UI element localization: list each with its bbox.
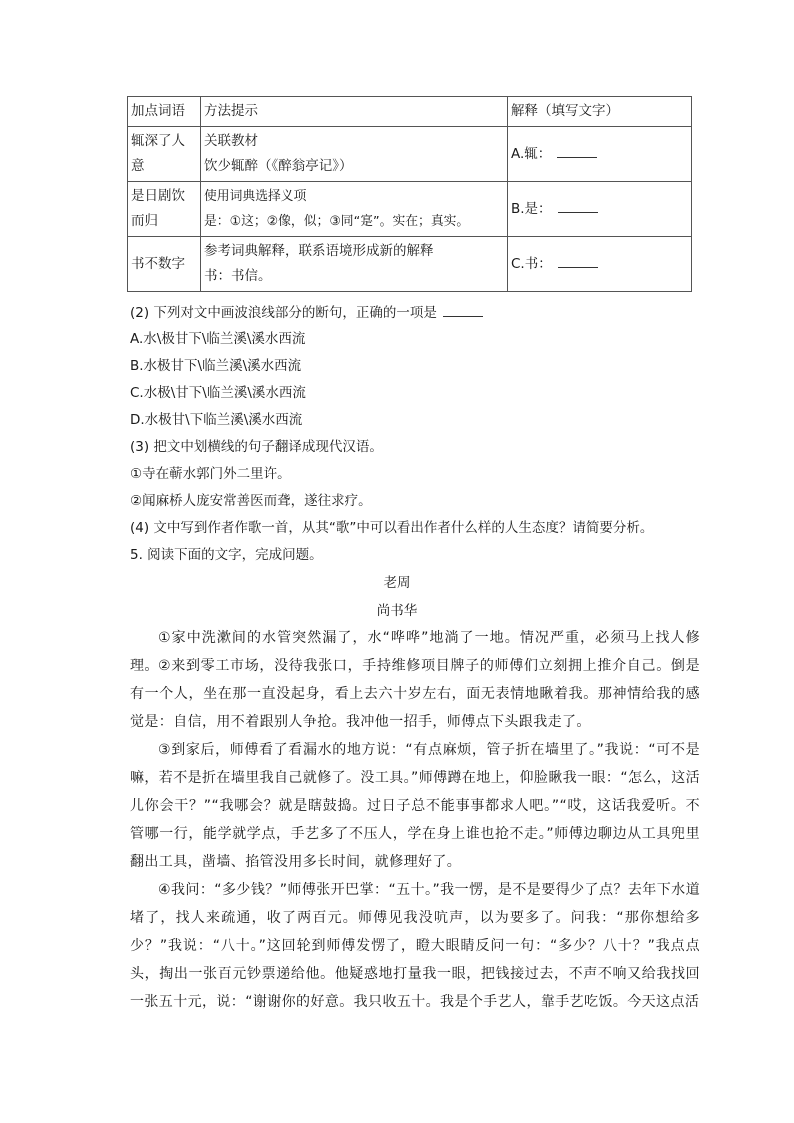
option-d: D.水极甘\下临兰溪\溪水西流: [130, 412, 303, 428]
answer-label: B.是：: [511, 200, 552, 217]
question-2: [130, 302, 483, 323]
option-b: B.水极甘下\临兰溪\溪水西流: [130, 358, 302, 374]
row-word: 书不数字: [128, 237, 201, 292]
question-4: (4) 文中写到作者作歌一首，从其“歌”中可以看出作者什么样的人生态度？请简要分析。: [130, 520, 654, 536]
method-line: 关联教材: [204, 133, 258, 149]
row-word: 辄深了人意: [128, 127, 201, 182]
question-3-item: ①寺在蕲水郭门外二里许。: [130, 466, 291, 482]
article-paragraph: ②来到零工市场，没待我张口，手持维修项目牌子的师傅们立刻拥上推介自己。倒是有一个人，坐在那一直没起身，看上去六十岁左右，面无表情地瞅着我。那神情给我的感觉是：自信，用不着跟别人争抢。我冲他一招手，师傅点下头跟我走了。: [130, 658, 700, 730]
row-method: [201, 237, 508, 292]
row-method: [201, 182, 508, 237]
table-row: [128, 127, 692, 182]
option-c: C.水极\甘下\临兰溪\溪水西流: [130, 385, 306, 401]
article-title: 老周: [383, 575, 411, 591]
table-header-row: [128, 97, 692, 127]
row-answer: [508, 127, 692, 182]
header-word: 加点词语: [128, 97, 201, 127]
table-row: [128, 237, 692, 292]
article-paragraph: ③到家后，师傅看了看漏水的地方说：“有点麻烦，管子折在墙里了。”我说：“可不是嘛，若不是折在墙里我自己就修了。没工具。”师傅蹲在地上，仰脸瞅我一眼：“怎么，这活儿你会干？”“我哪会？就是瞎鼓捣。过日子总不能事事都求人吧。”“哎，这话我爱听。不管哪一行，能学就学点，手艺多了不压人，学在身上谁也抢不走。”师傅边聊边从工具兜里翻出工具，凿墙、掐管没用多长时间，就修理好了。: [130, 742, 700, 870]
answer-blank[interactable]: [558, 198, 598, 213]
article-paragraph: ④我问：“多少钱？”师傅张开巴掌：“五十。”我一愣，是不是要得少了点？去年下水道堵了，找人来疏通，收了两百元。师傅见我没吭声，以为要多了。问我：“那你想给多少？”我说：“八十。”这回轮到师傅发愣了，瞪大眼睛反问一句：“多少？八十？”我点点头，掏出一张百元钞票递给他。他疑惑地打量我一眼，把钱接过去，不声不响又给我找回一张五十元，说：“谢谢你的好意。我只收五十。我是个手艺人，靠手艺吃饭。今天这点活: [130, 882, 700, 1010]
method-line: 参考词典解释，联系语境形成新的解释: [204, 243, 434, 259]
question-5: 5. 阅读下面的文字，完成问题。: [130, 547, 323, 563]
method-line: 书：书信。: [204, 268, 272, 284]
question-3: (3) 把文中划横线的句子翻译成现代汉语。: [130, 439, 383, 455]
row-method: [201, 127, 508, 182]
answer-blank[interactable]: [558, 253, 598, 268]
question-2-text: (2) 下列对文中画波浪线部分的断句，正确的一项是: [130, 305, 437, 321]
header-answer: 解释（填写文字）: [508, 97, 692, 127]
method-line: 饮少辄醉（《醉翁亭记》）: [204, 158, 353, 174]
method-line: 使用词典选择义项: [204, 189, 307, 204]
question-2-blank[interactable]: [443, 302, 483, 317]
article-paragraph: ①家中洗漱间的水管突然漏了，水“哗哗”地淌了一地。情况严重，必须马上找人修理。: [130, 630, 700, 674]
answer-label: C.书：: [511, 255, 552, 272]
article-author: 尚书华: [376, 603, 418, 619]
answer-blank[interactable]: [557, 143, 597, 158]
row-word: 是日剧饮而归: [128, 182, 201, 237]
table-row: [128, 182, 692, 237]
method-line: 是：①这；②像，似；③同“寔”。实在；真实。: [204, 214, 470, 229]
header-method: 方法提示: [201, 97, 508, 127]
row-answer: [508, 182, 692, 237]
row-answer: [508, 237, 692, 292]
option-a: A.水\极甘下\临兰溪\溪水西流: [130, 331, 306, 347]
vocabulary-table: [127, 96, 692, 292]
answer-label: A.辄：: [511, 145, 552, 162]
question-3-item: ②闻麻桥人庞安常善医而聋，遂往求疗。: [130, 493, 372, 509]
